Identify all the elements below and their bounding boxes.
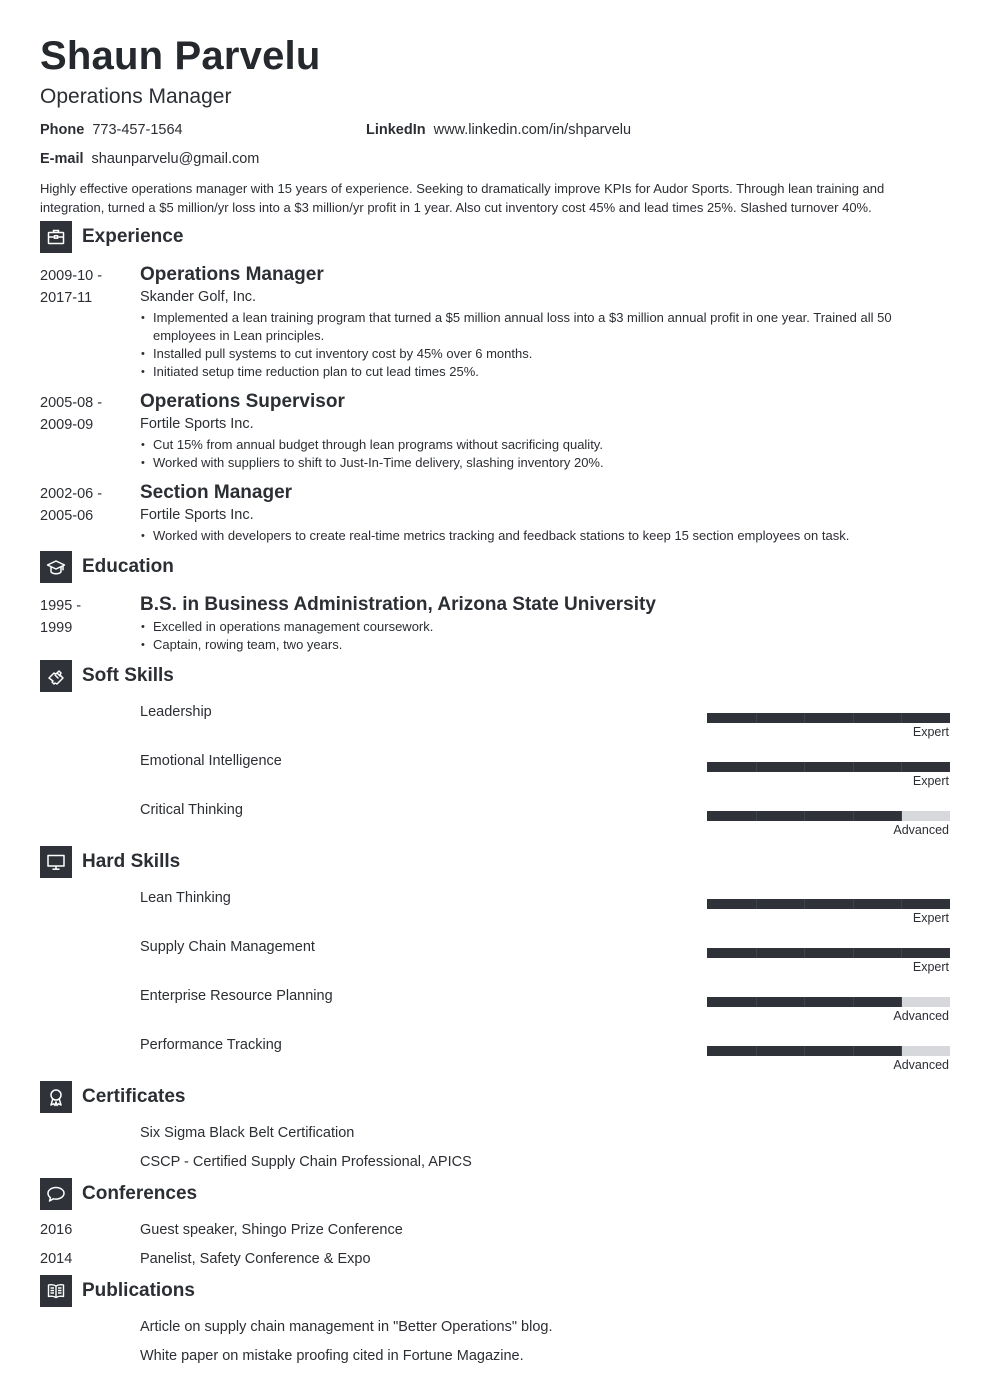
bullet-item: • Initiated setup time reduction plan to cut lead times 25%. <box>153 363 923 381</box>
skill-level-label: Advanced <box>893 823 949 837</box>
award-ribbon-icon <box>40 1081 72 1113</box>
certificate-item: Six Sigma Black Belt Certification <box>140 1125 355 1141</box>
contact-email <box>40 151 259 167</box>
publication-item: Article on supply chain management in "Better Operations" blog. <box>140 1319 553 1335</box>
job-dates <box>40 266 130 309</box>
skill-bar-divider <box>804 948 805 958</box>
skill-bar-divider <box>756 997 757 1007</box>
skill-bar-divider <box>756 948 757 958</box>
monitor-icon <box>40 846 72 878</box>
job-company: Fortile Sports Inc. <box>140 507 254 523</box>
section-title: Publications <box>82 1280 195 1301</box>
skill-name: Performance Tracking <box>140 1037 282 1053</box>
contact-linkedin <box>366 122 631 138</box>
section-hard-skills <box>40 846 640 879</box>
linkedin-link[interactable]: www.linkedin.com/in/shparvelu <box>433 122 632 138</box>
skill-bar-divider <box>804 762 805 772</box>
resume-page <box>40 0 950 1400</box>
skill-level-bar <box>707 899 950 909</box>
skill-level-bar <box>707 997 950 1007</box>
skill-bar-divider <box>756 899 757 909</box>
skill-bar-divider <box>804 899 805 909</box>
phone-value: 773-457-1564 <box>92 122 183 138</box>
email-label: E-mail <box>40 151 84 167</box>
date-end: 2005-06 <box>40 507 94 524</box>
section-experience <box>40 221 640 254</box>
education-bullets <box>153 618 923 654</box>
skill-bar-divider <box>804 997 805 1007</box>
skill-bar-divider <box>853 811 854 821</box>
candidate-name: Shaun Parvelu <box>40 34 321 78</box>
section-publications <box>40 1275 640 1308</box>
conference-year: 2014 <box>40 1251 73 1267</box>
section-certificates <box>40 1081 640 1114</box>
bullet-item: • Cut 15% from annual budget through lean programs without sacrificing quality. <box>153 436 923 454</box>
publication-item: White paper on mistake proofing cited in Fortune Magazine. <box>140 1348 524 1364</box>
bullet-item: • Installed pull systems to cut inventory cost by 45% over 6 months. <box>153 345 923 363</box>
job-title: Operations Manager <box>140 264 324 285</box>
open-book-icon <box>40 1275 72 1307</box>
date-start: 1995 - <box>40 598 82 614</box>
skill-level-bar <box>707 713 950 723</box>
skill-name: Enterprise Resource Planning <box>140 988 333 1004</box>
bullet-item: • Captain, rowing team, two years. <box>153 636 923 654</box>
skill-bar-divider <box>804 713 805 723</box>
conference-item: Guest speaker, Shingo Prize Conference <box>140 1222 403 1238</box>
skill-bar-divider <box>901 899 902 909</box>
section-education <box>40 551 640 584</box>
skill-level-fill <box>707 899 950 909</box>
skill-bar-divider <box>901 713 902 723</box>
job-company: Skander Golf, Inc. <box>140 289 257 305</box>
skill-row <box>40 753 950 798</box>
skill-level-label: Advanced <box>893 1058 949 1072</box>
skill-level-fill <box>707 948 950 958</box>
skill-bar-divider <box>804 1046 805 1056</box>
skill-row <box>40 704 950 749</box>
skill-bar-divider <box>756 713 757 723</box>
skill-row <box>40 802 950 847</box>
skill-row <box>40 988 950 1033</box>
skill-bar-divider <box>853 997 854 1007</box>
skill-name: Leadership <box>140 704 212 720</box>
degree-title: B.S. in Business Administration, Arizona State University <box>140 594 656 615</box>
skill-bar-divider <box>853 713 854 723</box>
skill-bar-divider <box>901 948 902 958</box>
date-end: 2009-09 <box>40 416 94 433</box>
skill-bar-divider <box>853 1046 854 1056</box>
date-start: 2009-10 - <box>40 268 103 284</box>
job-bullets <box>153 527 923 545</box>
bullet-item: • Worked with developers to create real-time metrics tracking and feedback stations to keep 15 section employees on task. <box>153 527 923 545</box>
candidate-role: Operations Manager <box>40 85 232 108</box>
certificate-item: CSCP - Certified Supply Chain Professional, APICS <box>140 1154 472 1170</box>
skill-bar-divider <box>804 811 805 821</box>
conference-year: 2016 <box>40 1222 73 1238</box>
linkedin-label: LinkedIn <box>366 122 426 138</box>
skill-level-bar <box>707 811 950 821</box>
skill-level-fill <box>707 713 950 723</box>
skill-name: Emotional Intelligence <box>140 753 282 769</box>
skill-bar-divider <box>901 811 902 821</box>
skill-bar-divider <box>756 1046 757 1056</box>
section-title: Soft Skills <box>82 665 174 686</box>
section-title: Hard Skills <box>82 851 181 872</box>
skill-level-label: Expert <box>912 960 949 974</box>
puzzle-hand-icon <box>40 660 72 692</box>
conference-item: Panelist, Safety Conference & Expo <box>140 1251 371 1267</box>
section-title: Education <box>82 556 174 577</box>
skill-bar-divider <box>901 1046 902 1056</box>
skill-bar-divider <box>901 762 902 772</box>
skill-bar-divider <box>756 762 757 772</box>
date-end: 2017-11 <box>40 289 93 306</box>
job-bullets <box>153 436 923 472</box>
skill-bar-divider <box>853 762 854 772</box>
job-dates <box>40 484 130 527</box>
skill-bar-divider <box>853 948 854 958</box>
skill-level-fill <box>707 762 950 772</box>
education-dates <box>40 596 130 639</box>
summary-text: Highly effective operations manager with 15 years of experience. Seeking to dramatically improve KPIs for Audor Sports. Through lean training and integration, turned a $5 million/yr loss into a $3 million/yr profit in 1 year. Also cut inventory cost 45% and lead times 25%. Slashed turnover 40%. <box>40 181 885 215</box>
email-link[interactable]: shaunparvelu@gmail.com <box>91 151 260 167</box>
section-soft-skills <box>40 660 640 693</box>
skill-row <box>40 1037 950 1082</box>
job-bullets <box>153 309 923 381</box>
skill-bar-divider <box>853 899 854 909</box>
bullet-item: • Excelled in operations management coursework. <box>153 618 923 636</box>
bullet-item: • Implemented a lean training program that turned a $5 million annual loss into a $3 million annual profit in one year. Trained all 50 employees in Lean principles. <box>153 309 923 345</box>
date-start: 2002-06 - <box>40 486 103 502</box>
skill-level-label: Expert <box>912 725 949 739</box>
skill-level-label: Advanced <box>893 1009 949 1023</box>
skill-level-bar <box>707 762 950 772</box>
skill-row <box>40 939 950 984</box>
bullet-item: • Worked with suppliers to shift to Just-In-Time delivery, slashing inventory 20%. <box>153 454 923 472</box>
skill-level-bar <box>707 1046 950 1056</box>
skill-level-label: Expert <box>912 774 949 788</box>
skill-bar-divider <box>756 811 757 821</box>
date-end: 1999 <box>40 619 73 636</box>
skill-name: Supply Chain Management <box>140 939 315 955</box>
skill-name: Lean Thinking <box>140 890 231 906</box>
skill-row <box>40 890 950 935</box>
skill-bar-divider <box>901 997 902 1007</box>
phone-label: Phone <box>40 122 85 138</box>
speech-bubble-icon <box>40 1178 72 1210</box>
date-start: 2005-08 - <box>40 395 103 411</box>
graduation-cap-icon <box>40 551 72 583</box>
job-title: Section Manager <box>140 482 293 503</box>
skill-level-bar <box>707 948 950 958</box>
job-dates <box>40 393 130 436</box>
skill-level-label: Expert <box>912 911 949 925</box>
section-title: Certificates <box>82 1086 186 1107</box>
section-title: Experience <box>82 226 184 247</box>
job-title: Operations Supervisor <box>140 391 345 412</box>
contact-phone <box>40 122 183 138</box>
section-title: Conferences <box>82 1183 198 1204</box>
briefcase-icon <box>40 221 72 253</box>
section-conferences <box>40 1178 640 1211</box>
skill-name: Critical Thinking <box>140 802 243 818</box>
job-company: Fortile Sports Inc. <box>140 416 254 432</box>
